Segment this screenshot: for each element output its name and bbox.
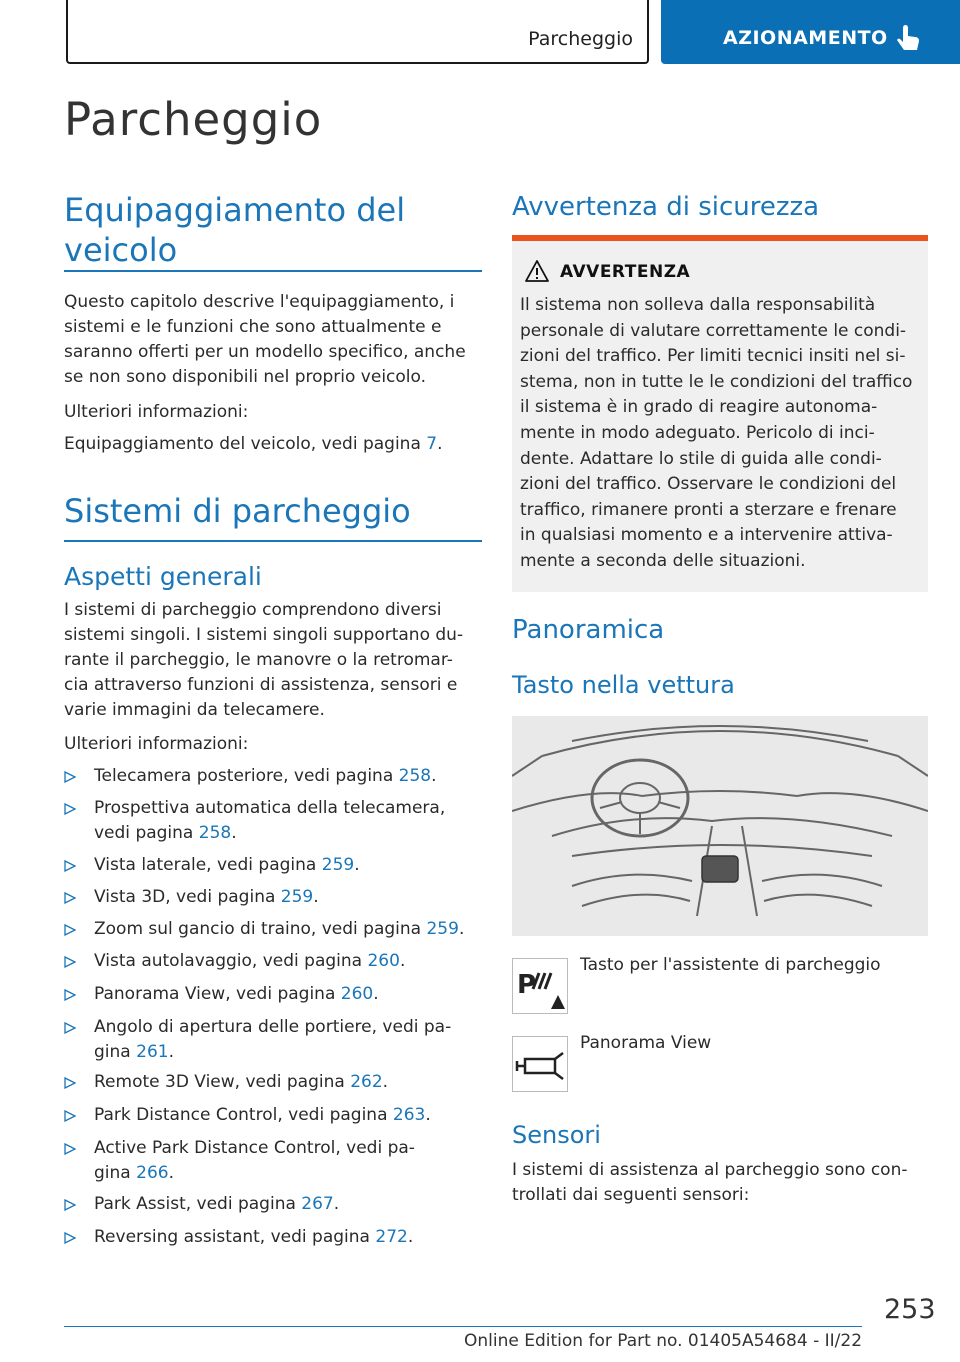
list-item-text: Zoom sul gancio di traino, vedi pagina [94, 919, 427, 939]
page-link[interactable]: 260 [340, 984, 374, 1004]
page-link[interactable]: 260 [367, 951, 400, 971]
text-line: zioni del traffico. Osservare le condizioni del [520, 474, 897, 495]
text-line: Questo capitolo descrive l'equipaggiamento, i [64, 292, 455, 312]
list-item-text: Remote 3D View, vedi pagina [94, 1072, 351, 1092]
page-link[interactable]: 7 [426, 434, 438, 454]
panorama-view-label: Panorama View [580, 1033, 712, 1053]
triangle-bullet-icon [64, 1110, 76, 1122]
dashboard-illustration [512, 716, 928, 936]
subheading-button-in-car: Tasto nella vettura [512, 671, 735, 699]
heading-safety: Avvertenza di sicurezza [512, 192, 820, 222]
header-chapter-tab [661, 0, 960, 64]
hand-pointer-icon [894, 24, 924, 54]
reference-text: Equipaggiamento del veicolo, vedi pagina [64, 434, 427, 454]
text-line: sistemi e le funzioni che sono attualmente e [64, 317, 442, 337]
text-line: varie immagini da telecamere. [64, 700, 325, 720]
heading-equipment-line2: veicolo [64, 231, 178, 269]
page-link[interactable]: 258 [198, 823, 232, 843]
subheading-general: Aspetti generali [64, 562, 262, 591]
page-link[interactable]: 258 [398, 766, 432, 786]
triangle-bullet-icon [64, 924, 76, 936]
list-item: Reversing assistant, vedi pagina 272. [64, 1225, 484, 1250]
systems-paragraph [64, 598, 484, 723]
header-chapter-label: AZIONAMENTO [723, 27, 888, 49]
text-line: Il sistema non solleva dalla responsabilità [520, 295, 876, 315]
text-line: personale di valutare correttamente le condi- [520, 320, 907, 341]
list-item: Active Park Distance Control, vedi pa- gina 266. [64, 1136, 484, 1186]
header-section-box [66, 0, 649, 64]
list-item: Prospettiva automatica della telecamera, vedi pagina 258. [64, 796, 484, 846]
sensors-paragraph [512, 1158, 932, 1208]
triangle-bullet-icon [64, 771, 76, 783]
list-item-text: Telecamera posteriore, vedi pagina [94, 766, 399, 786]
page-link[interactable]: 261 [136, 1042, 169, 1062]
list-item-text: Active Park Distance Control, vedi pa- [94, 1138, 415, 1158]
text-line: mente a seconda delle situazioni. [520, 550, 806, 571]
list-item: Telecamera posteriore, vedi pagina 258. [64, 764, 484, 789]
subheading-sensors: Sensori [512, 1121, 601, 1149]
text-line: in qualsiasi momento e a intervenire attiva- [520, 525, 893, 546]
list-item-text: Prospettiva automatica della telecamera, [94, 798, 446, 818]
text-line: cia attraverso funzioni di assistenza, sensori e [64, 675, 458, 695]
list-item-text: Reversing assistant, vedi pagina [94, 1227, 376, 1247]
list-item: Park Assist, vedi pagina 267. [64, 1192, 484, 1217]
reference-end: . [437, 434, 443, 454]
list-item: Zoom sul gancio di traino, vedi pagina 259. [64, 917, 484, 942]
list-item-text: Panorama View, vedi pagina [94, 984, 341, 1004]
panorama-view-button[interactable] [512, 1036, 568, 1092]
list-item-text: gina [94, 1042, 137, 1062]
warning-box [512, 235, 928, 592]
parking-assistant-label: Tasto per l'assistente di parcheggio [580, 955, 881, 975]
text-line: rante il parcheggio, le manovre o la retromar- [64, 650, 453, 670]
list-item-text: Vista 3D, vedi pagina [94, 887, 281, 907]
equipment-reference [64, 432, 443, 457]
page-title: Parcheggio [64, 93, 323, 146]
triangle-bullet-icon [64, 1232, 76, 1244]
list-item: Panorama View, vedi pagina 260. [64, 982, 484, 1007]
triangle-bullet-icon [64, 989, 76, 1001]
warning-bar [512, 235, 928, 241]
page-link[interactable]: 259 [321, 855, 355, 875]
triangle-bullet-icon [64, 1022, 76, 1034]
parking-assistant-icon [513, 959, 567, 1013]
text-line: I sistemi di parcheggio comprendono diversi [64, 600, 442, 620]
footer-edition: Online Edition for Part no. 01405A54684 - II/22 [464, 1331, 863, 1351]
more-info-label: Ulteriori informazioni: [64, 734, 249, 754]
text-line: dente. Adattare lo stile di guida alle condi- [520, 448, 882, 469]
page-link[interactable]: 259 [280, 887, 314, 907]
more-info-label: Ulteriori informazioni: [64, 402, 249, 422]
triangle-bullet-icon [64, 892, 76, 904]
text-line: stema, non in tutte le le condizioni del traffico [520, 371, 913, 392]
svg-text:P: P [517, 970, 537, 1000]
page-link[interactable]: 267 [301, 1194, 334, 1214]
heading-overview: Panoramica [512, 615, 665, 645]
list-item: Vista 3D, vedi pagina 259. [64, 885, 484, 910]
page-link[interactable]: 262 [350, 1072, 383, 1092]
triangle-bullet-icon [64, 1143, 76, 1155]
text-line: il sistema è in grado di reagire autonoma- [520, 397, 878, 418]
list-item-text: Vista autolavaggio, vedi pagina [94, 951, 368, 971]
triangle-bullet-icon [64, 956, 76, 968]
parking-assistant-button[interactable] [512, 958, 568, 1014]
text-line: trollati dai seguenti sensori: [512, 1185, 750, 1205]
page-link[interactable]: 259 [426, 919, 459, 939]
warning-triangle-icon [524, 259, 550, 283]
list-item-text: Vista laterale, vedi pagina [94, 855, 322, 875]
page-number: 253 [884, 1294, 936, 1325]
text-line: se non sono disponibili nel proprio veicolo. [64, 367, 427, 387]
text-line: saranno offerti per un modello specifico, anche [64, 342, 466, 362]
equipment-paragraph [64, 290, 484, 390]
list-item-text: vedi pagina [94, 823, 199, 843]
text-line: zioni del traffico. Per limiti tecnici insiti nel si- [520, 346, 906, 367]
list-item: Remote 3D View, vedi pagina 262. [64, 1070, 484, 1095]
list-item-text: gina [94, 1163, 137, 1183]
page-link[interactable]: 263 [392, 1105, 426, 1125]
warning-body [520, 293, 924, 575]
text-line: traffico, rimanere pronti a sterzare e frenare [520, 499, 897, 520]
heading-rule [64, 270, 482, 272]
triangle-bullet-icon [64, 803, 76, 815]
panorama-view-icon [513, 1037, 567, 1091]
header-section-title: Parcheggio [528, 28, 633, 50]
page-link[interactable]: 272 [375, 1227, 408, 1247]
heading-equipment-line1: Equipaggiamento del [64, 191, 406, 229]
list-item: Vista autolavaggio, vedi pagina 260. [64, 949, 484, 974]
triangle-bullet-icon [64, 860, 76, 872]
list-item: Angolo di apertura delle portiere, vedi pa- gina 261. [64, 1015, 484, 1065]
heading-equipment [64, 190, 405, 270]
list-item: Park Distance Control, vedi pagina 263. [64, 1103, 484, 1128]
heading-parking-systems: Sistemi di parcheggio [64, 492, 411, 530]
text-line: sistemi singoli. I sistemi singoli supportano du- [64, 625, 464, 645]
footer-rule [64, 1326, 862, 1327]
text-line: I sistemi di assistenza al parcheggio sono con- [512, 1160, 908, 1180]
triangle-bullet-icon [64, 1077, 76, 1089]
page-link[interactable]: 266 [136, 1163, 169, 1183]
list-item-text: Park Assist, vedi pagina [94, 1194, 302, 1214]
list-item-text: Angolo di apertura delle portiere, vedi pa- [94, 1017, 452, 1037]
list-item: Vista laterale, vedi pagina 259. [64, 853, 484, 878]
list-item-text: Park Distance Control, vedi pagina [94, 1105, 393, 1125]
triangle-bullet-icon [64, 1199, 76, 1211]
heading-rule [64, 540, 482, 542]
dashboard-drawing [512, 716, 928, 936]
text-line: mente in modo adeguato. Pericolo di inci- [520, 422, 875, 443]
warning-title: AVVERTENZA [560, 262, 691, 282]
